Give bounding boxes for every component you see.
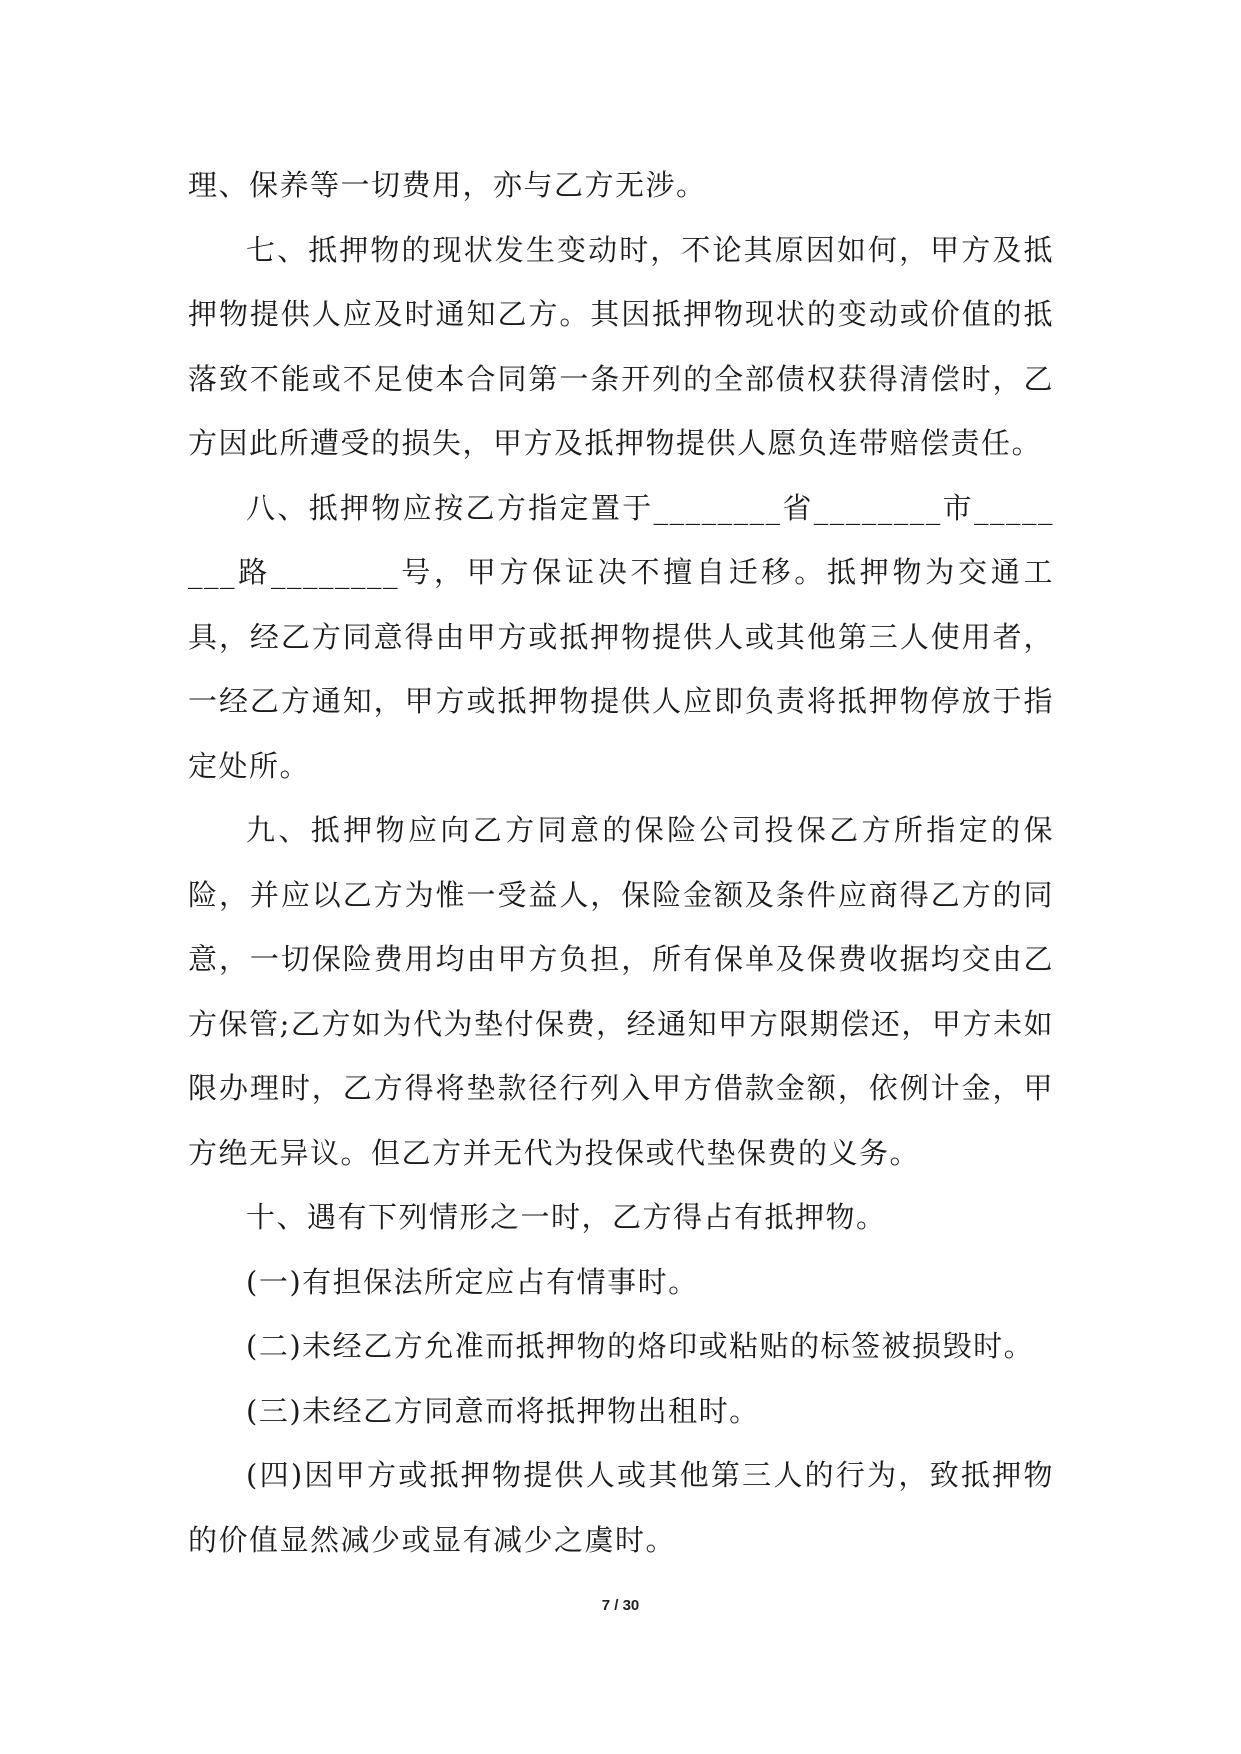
paragraph-item-2: (二)未经乙方允准而抵押物的烙印或粘贴的标签被损毁时。 [246,1329,1035,1363]
document-body [188,153,1054,1572]
page-number: 7 / 30 [601,1597,640,1614]
paragraph-item-3: (三)未经乙方同意而将抵押物出租时。 [246,1393,760,1428]
paragraph-clause-9: 九、抵押物应向乙方同意的保险公司投保乙方所指定的保险，并应以乙方为惟一受益人，保险金额及条件应商得乙方的同意，一切保险费用均由甲方负担，所有保单及保费收据均交由乙方保管;乙方如为代为垫付保费，经通知甲方限期偿还，甲方未如限办理时，乙方得将垫款径行列入甲方借款金额，依例计金，甲方绝无异议。但乙方并无代为投保或代垫保费的义务。 [188,813,1054,1170]
paragraph-item-1: (一)有担保法所定应占有情事时。 [246,1264,699,1299]
paragraph-continuation: 理、保养等一切费用，亦与乙方无涉。 [188,168,707,202]
paragraph-clause-7: 七、抵押物的现状发生变动时，不论其原因如何，甲方及抵押物提供人应及时通知乙方。其因抵押物现状的变动或价值的抵落致不能或不足使本合同第一条开列的全部债权获得清偿时，乙方因此所遭受的损失，甲方及抵押物提供人愿负连带赔偿责任。 [188,232,1054,460]
paragraph-clause-8: 八、抵押物应按乙方指定置于________省________市________路________号，甲方保证决不擅自迁移。抵押物为交通工具，经乙方同意得由甲方或抵押物提供人或其他第三人使用者，一经乙方通知，甲方或抵押物提供人应即负责将抵押物停放于指定处所。 [188,490,1054,783]
paragraph-clause-10: 十、遇有下列情形之一时，乙方得占有抵押物。 [246,1200,887,1234]
paragraph-item-4: (四)因甲方或抵押物提供人或其他第三人的行为，致抵押物的价值显然减少或显有减少之虞时。 [188,1458,1054,1557]
